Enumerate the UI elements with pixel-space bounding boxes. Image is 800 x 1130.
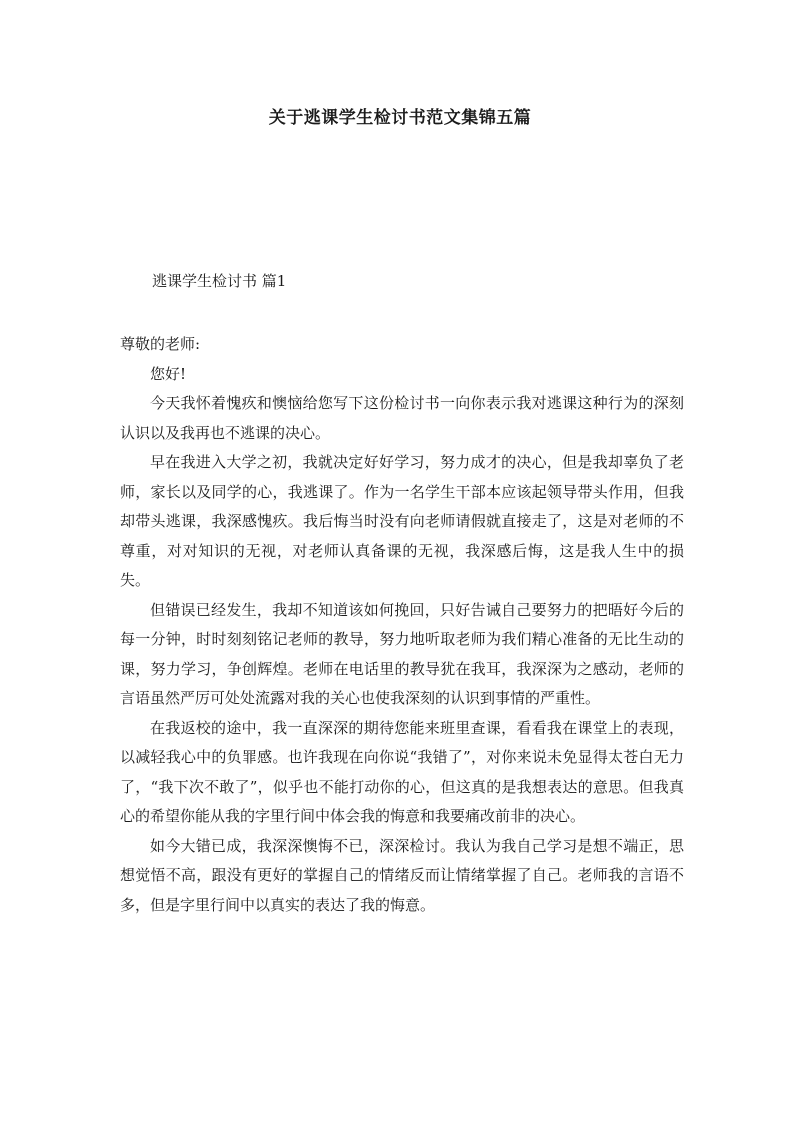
body-paragraph: 今天我怀着愧疚和懊恼给您写下这份检讨书一向你表示我对逃课这种行为的深刻认识以及我再也不逃课的决心。 [120,394,684,442]
document-body [120,330,684,920]
salutation: 尊敬的老师: [120,335,201,353]
greeting: 您好! [150,364,187,383]
section-heading: 逃课学生检讨书 篇1 [152,272,287,290]
body-paragraph: 在我返校的途中，我一直深深的期待您能来班里查课，看看我在课堂上的表现，以减轻我心中的负罪感。也许我现在向你说“我错了”，对你来说未免显得太苍白无力了，“我下次不敢了”，似乎也不能打动你的心，但这真的是我想表达的意思。但我真心的希望你能从我的字里行间中体会我的悔意和我要痛改前非的决心。 [120,718,684,825]
body-paragraph: 但错误已经发生，我却不知道该如何挽回，只好告诫自己要努力的把晤好今后的每一分钟，时时刻刻铭记老师的教导，努力地听取老师为我们精心准备的无比生动的课，努力学习，争创辉煌。老师在电话里的教导犹在我耳，我深深为之感动，老师的言语虽然严厉可处处流露对我的关心也使我深刻的认识到事情的严重性。 [120,600,684,707]
body-paragraph: 如今大错已成，我深深懊悔不已，深深检讨。我认为我自己学习是想不端正，思想觉悟不高，跟没有更好的掌握自己的情绪反而让情绪掌握了自己。老师我的言语不多，但是字里行间中以真实的表达了我的悔意。 [120,836,684,914]
body-paragraph: 早在我进入大学之初，我就决定好好学习，努力成才的决心，但是我却辜负了老师，家长以及同学的心，我逃课了。作为一名学生干部本应该起领导带头作用，但我却带头逃课，我深感愧疚。我后悔当时没有向老师请假就直接走了，这是对老师的不尊重，对对知识的无视，对老师认真备课的无视，我深感后悔，这是我人生中的损失。 [120,453,684,589]
document-title: 关于逃课学生检讨书范文集锦五篇 [268,108,532,128]
